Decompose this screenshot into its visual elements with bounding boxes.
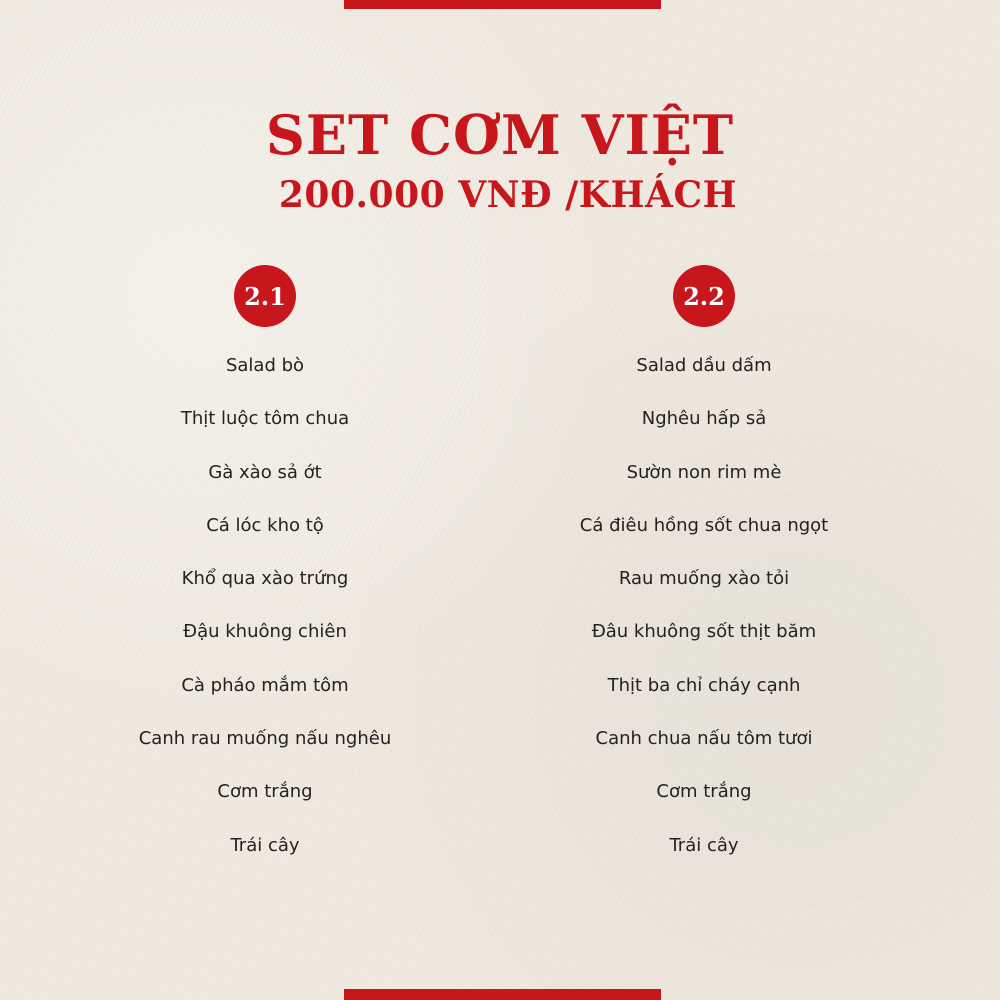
- dish-item: Thịt ba chỉ cháy cạnh: [607, 674, 801, 696]
- dish-item: Đâu khuông sốt thịt băm: [591, 621, 817, 643]
- dish-item: Cá lóc kho tộ: [206, 514, 324, 536]
- dish-item: Canh chua nấu tôm tươi: [595, 728, 813, 750]
- dish-list: [85, 351, 445, 884]
- dish-list: [524, 351, 884, 884]
- dish-item: Khổ qua xào trứng: [181, 568, 349, 590]
- dish-item: Trái cây: [230, 834, 300, 856]
- set-number-badge: 2.1: [234, 265, 296, 327]
- bottom-accent-bar: [344, 989, 661, 1000]
- menu-title: SET CƠM VIỆT: [265, 103, 735, 167]
- dish-item: Cá điêu hồng sốt chua ngọt: [579, 514, 829, 536]
- top-accent-bar: [344, 0, 661, 9]
- menu-price: 200.000 VNĐ /KHÁCH: [278, 174, 738, 216]
- set-number-badge: 2.2: [673, 265, 735, 327]
- dish-item: Thịt luộc tôm chua: [180, 408, 350, 430]
- dish-item: Nghêu hấp sả: [641, 408, 767, 430]
- dish-item: Cơm trắng: [217, 781, 313, 803]
- set-column-2-1: [85, 265, 445, 884]
- dish-item: Sườn non rim mè: [626, 461, 782, 483]
- dish-item: Gà xào sả ớt: [208, 461, 322, 483]
- dish-item: Trái cây: [669, 834, 739, 856]
- set-column-2-2: [524, 265, 884, 884]
- dish-item: Rau muống xào tỏi: [618, 568, 790, 590]
- dish-item: Cà pháo mắm tôm: [181, 674, 349, 696]
- dish-item: Canh rau muống nấu nghêu: [138, 728, 392, 750]
- dish-item: Salad bò: [225, 355, 305, 376]
- dish-item: Cơm trắng: [656, 781, 752, 803]
- dish-item: Đậu khuông chiên: [183, 621, 347, 643]
- dish-item: Salad dầu dấm: [636, 355, 772, 376]
